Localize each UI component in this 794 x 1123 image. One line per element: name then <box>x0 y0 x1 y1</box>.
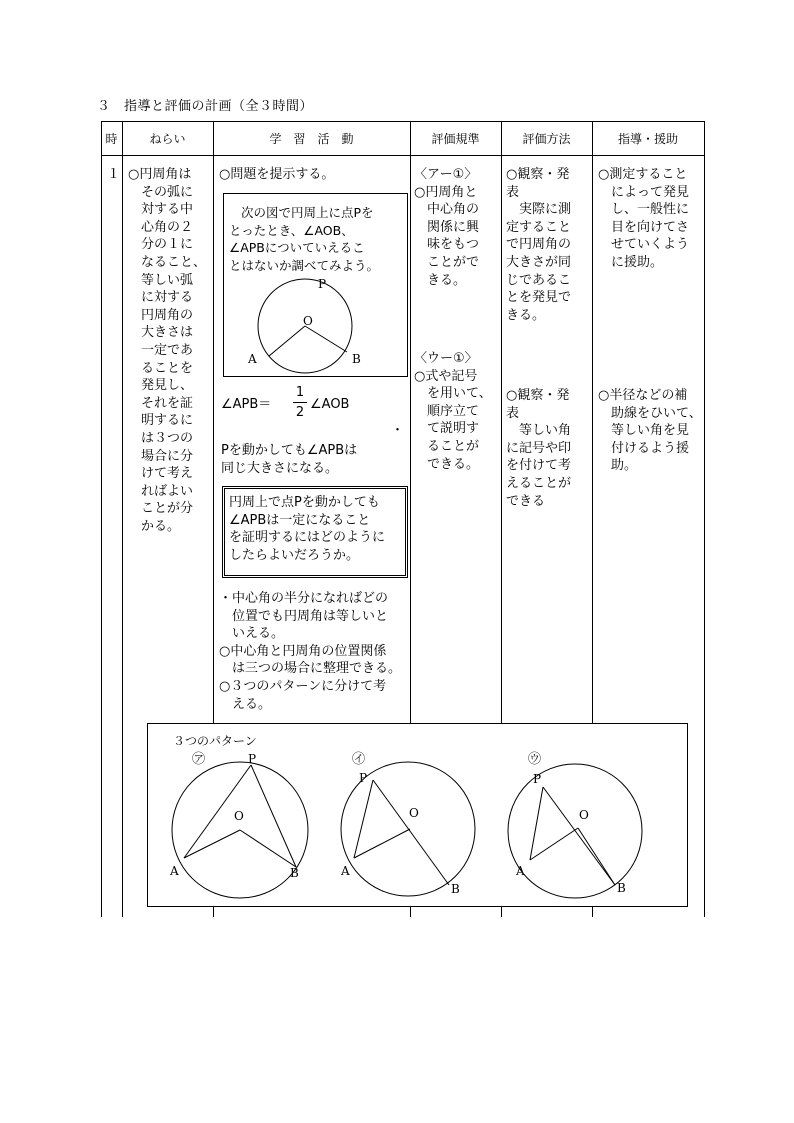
criteria-text-2: 〈ウー①〉 ○式や記号 を用いて、 順序立て て説明す ることが できる。 <box>414 351 492 472</box>
pattern3-label-b: B <box>617 881 626 895</box>
header-criteria: 評価規準 <box>431 132 480 146</box>
pattern-mark-i: ㋑ <box>352 752 366 767</box>
pattern2-label-o: O <box>409 806 419 820</box>
section-title: ３ 指導と評価の計画（全３時間） <box>97 99 314 114</box>
header-activity: 学 習 活 動 <box>269 132 354 146</box>
pattern-mark-a: ㋐ <box>192 752 206 767</box>
patterns-title: ３つのパターン <box>173 734 257 748</box>
pattern3-label-a: A <box>516 864 525 878</box>
support-text: ○測定すること によって発見 し、一般性に 目を向けてさ せていくよう に援助。 <box>598 167 690 270</box>
question-text: 円周上で点Pを動かしても ∠APBは一定になること を証明するにはどのように したらよいだろうか。 <box>229 495 386 563</box>
pattern2-label-b: B <box>451 882 460 896</box>
pattern1-label-p: P <box>248 752 257 766</box>
method-text-2: ○観察・発 表 等しい角 に記号や印 を付けて考 えることが できる <box>506 388 572 509</box>
pattern1-label-a: A <box>170 864 179 878</box>
fig-label-a: A <box>248 352 257 366</box>
pattern3-label-o: O <box>579 808 589 822</box>
fig-label-o: O <box>303 314 313 328</box>
formula-denominator: 2 <box>295 405 305 420</box>
formula-left: ∠APB＝ <box>221 397 272 412</box>
header-support: 指導・援助 <box>617 132 678 146</box>
pattern-mark-u: ㋒ <box>528 752 542 767</box>
pattern1-label-o: O <box>234 809 244 823</box>
formula-right: ∠AOB <box>310 397 350 412</box>
pattern2-label-p: P <box>359 771 368 785</box>
header-aim: ねらい <box>149 132 186 146</box>
header-method: 評価方法 <box>522 132 571 146</box>
header-hour: 時 <box>105 132 118 146</box>
hour-number: １ <box>107 167 121 182</box>
support-text-2: ○半径などの補 助線をひいて、 等しい角を見 付けるよう援 助。 <box>598 388 702 474</box>
pattern1-label-b: B <box>290 866 299 880</box>
fig-label-b: B <box>352 352 361 366</box>
activity-intro: ○問題を提示する。 <box>219 167 335 182</box>
method-text: ○観察・発 表 実際に測 定すること で円周角の 大きさが同 じであるこ とを発見で きる。 <box>506 167 572 323</box>
criteria-text: 〈アー①〉 ○円周角と 中心角の 関係に興 味をもつ ことがで きる。 <box>414 167 480 288</box>
fig-label-p: P <box>318 277 327 291</box>
pattern2-label-a: A <box>341 864 350 878</box>
pattern3-label-p: P <box>533 772 542 786</box>
dot-mark: ・ <box>391 423 405 438</box>
aim-text: ○円周角は その弧に 対する中 心角の２ 分の１に なること、 等しい弧 に対する 円周角の 大きさは 一定であ ることを 発見し、 それを証 明するに は３つの 場合に分 けて考え ればよい ことが分 かる。 <box>128 167 207 534</box>
moving-text: Pを動かしても∠APBは 同じ大きさになる。 <box>221 443 358 476</box>
problem-text: 次の図で円周上に点Pを とったとき、∠AOB、 ∠APBについていえるこ とはないか調べてみよう。 <box>229 205 380 273</box>
formula-numerator: 1 <box>295 385 305 400</box>
activity-bullets: ・中心角の半分になればどの 位置でも円周角は等しいと いえる。 ○中心角と円周角の位置関係 は三つの場合に整理できる。 ○３つのパターンに分けて考 える。 <box>219 591 402 712</box>
